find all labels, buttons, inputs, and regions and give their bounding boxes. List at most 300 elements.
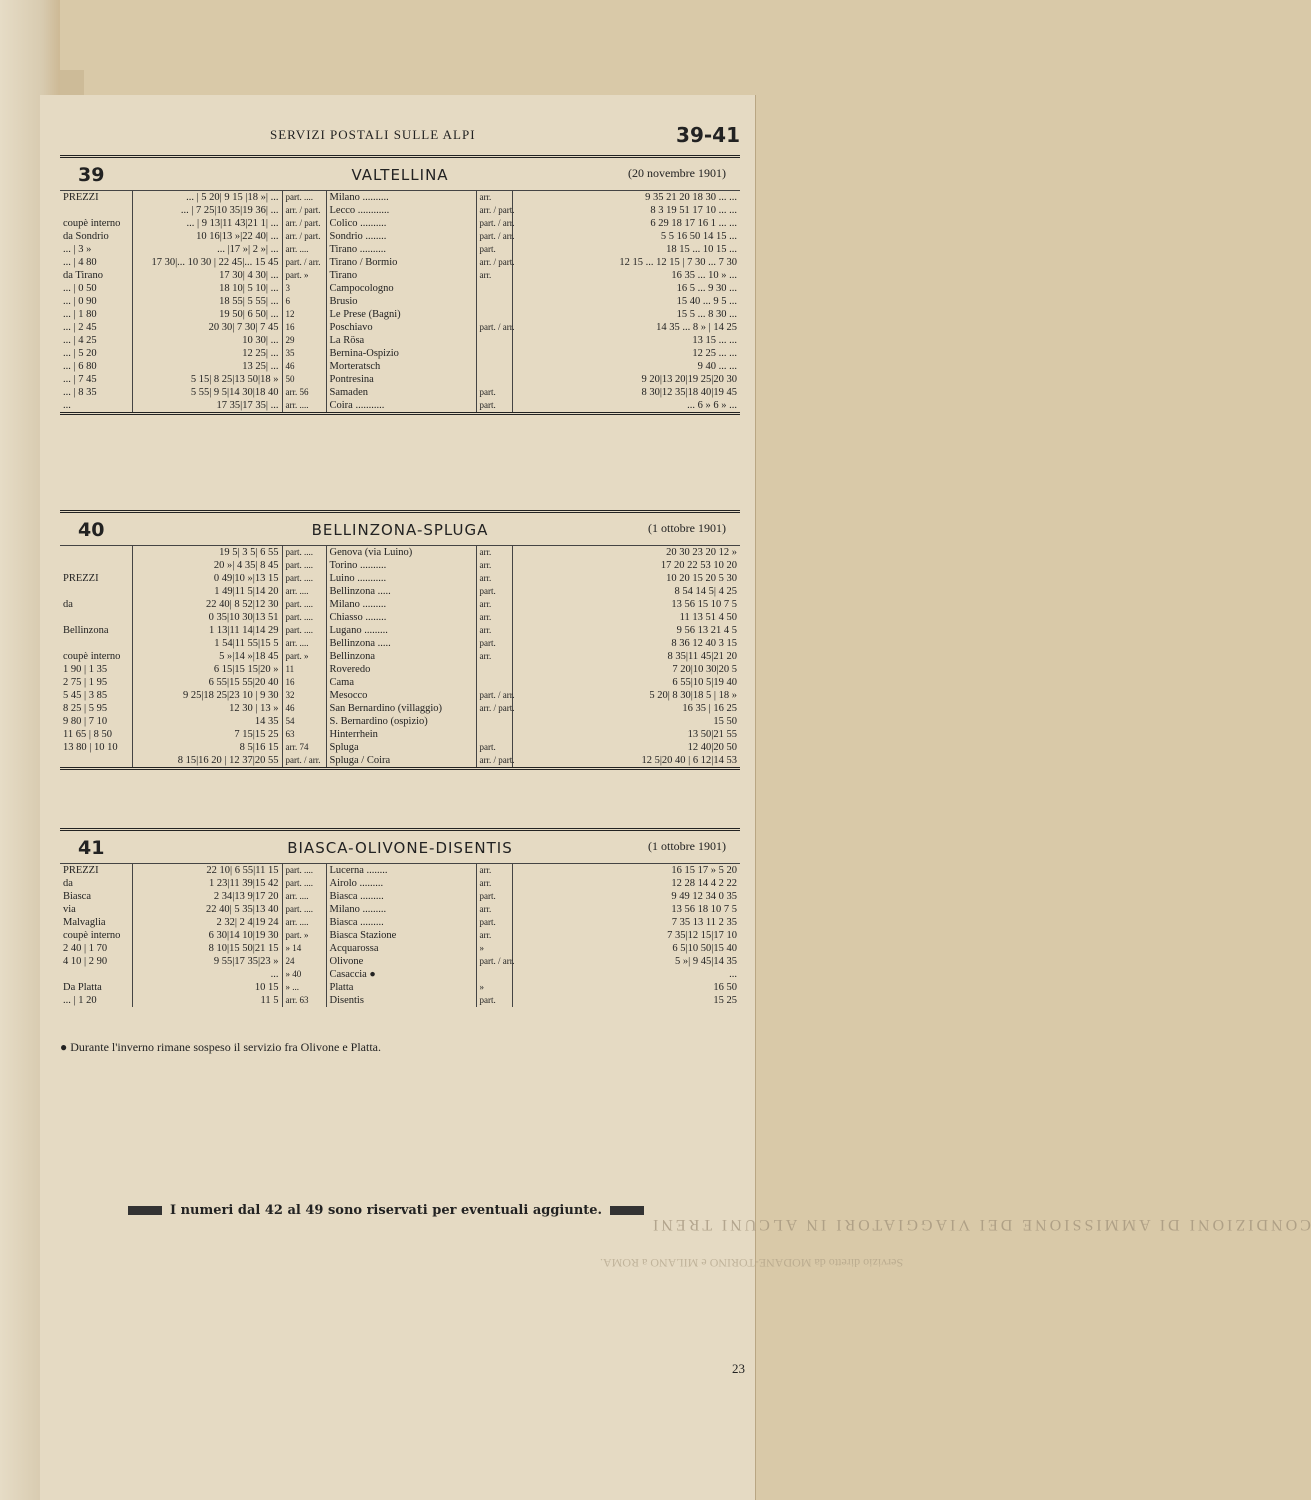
table-cell: 9 49 12 34 0 35 (671, 891, 737, 902)
table-row (60, 308, 740, 321)
table-cell: part. (476, 994, 512, 1007)
table-cell: 12 28 14 4 2 22 (671, 878, 737, 889)
header-pages: 39-41 (676, 123, 740, 147)
table-cell: 11 13 51 4 50 (679, 612, 737, 623)
table-row (60, 637, 740, 650)
table-cell: Spluga / Coira (326, 754, 476, 767)
table-cell: ... 6 » 6 » ... (687, 400, 737, 411)
table-cell: part. » (282, 650, 326, 663)
table-cell: » (476, 942, 512, 955)
table-cell: ... |17 »| 2 »| ... (132, 243, 282, 256)
table-cell: 24 (282, 955, 326, 968)
table-cell: coupè interno (60, 217, 132, 230)
table-cell: 5 45 | 3 85 (60, 689, 132, 702)
table-row (60, 386, 740, 399)
table-cell: ... | 8 35 (60, 386, 132, 399)
table-cell: 46 (282, 360, 326, 373)
table-cell: part. .... (282, 903, 326, 916)
table-cell: ... (729, 969, 737, 980)
table-cell: arr. (476, 877, 512, 890)
table-cell: 13 15 ... ... (692, 335, 737, 346)
table-cell: 19 5| 3 5| 6 55 (132, 546, 282, 560)
table-cell: 19 50| 6 50| ... (132, 308, 282, 321)
table-cell: 8 5|16 15 (132, 741, 282, 754)
table-cell: 5 »| 9 45|14 35 (675, 956, 737, 967)
table-cell: Milano .......... (326, 191, 476, 205)
table-cell: part. » (282, 929, 326, 942)
table-cell: part. .... (282, 191, 326, 205)
table-cell: 13 50|21 55 (687, 729, 737, 740)
section-title: BELLINZONA-SPLUGA (311, 521, 489, 539)
table-row (60, 650, 740, 663)
table-cell: 9 80 | 7 10 (60, 715, 132, 728)
table-cell: Da Platta (60, 981, 132, 994)
table-cell: arr. (476, 191, 512, 205)
table-cell: part. .... (282, 598, 326, 611)
table-cell: part. / arr. (476, 321, 512, 334)
table-cell: 12 30 | 13 » (132, 702, 282, 715)
table-cell: 5 5 16 50 14 15 ... (660, 231, 737, 242)
table-cell: 7 15|15 25 (132, 728, 282, 741)
table-cell: da (60, 877, 132, 890)
table-row (60, 877, 740, 890)
table-cell: » (476, 981, 512, 994)
table-cell: La Rösa (326, 334, 476, 347)
table-cell: Biasca ......... (326, 916, 476, 929)
table-cell: part. / arr. (476, 230, 512, 243)
table-row (60, 373, 740, 386)
table-cell: part. .... (282, 559, 326, 572)
table-row (60, 217, 740, 230)
table-cell: part. (476, 637, 512, 650)
table-cell: 22 40| 8 52|12 30 (132, 598, 282, 611)
table-cell: 5 55| 9 5|14 30|18 40 (132, 386, 282, 399)
table-cell: Mesocco (326, 689, 476, 702)
table-cell: 9 25|18 25|23 10 | 9 30 (132, 689, 282, 702)
table-cell: Olivone (326, 955, 476, 968)
table-cell: 6 55|15 55|20 40 (132, 676, 282, 689)
table-cell: part. .... (282, 624, 326, 637)
table-row (60, 890, 740, 903)
table-cell: 9 40 ... ... (697, 361, 737, 372)
timetable (60, 190, 740, 412)
table-cell: Coira ........... (326, 399, 476, 412)
section-date: (1 ottobre 1901) (648, 521, 726, 535)
table-cell: ... | 5 20 (60, 347, 132, 360)
table-cell: arr. .... (282, 637, 326, 650)
table-cell: arr. / part. (282, 217, 326, 230)
table-row (60, 204, 740, 217)
table-cell: 16 5 ... 9 30 ... (676, 283, 737, 294)
table-row (60, 676, 740, 689)
table-cell: part. (476, 243, 512, 256)
table-cell: 12 5|20 40 | 6 12|14 53 (641, 755, 737, 766)
table-cell: 12 25 ... ... (692, 348, 737, 359)
table-cell: 13 25| ... (132, 360, 282, 373)
table-cell (476, 373, 512, 386)
table-cell: arr. / part. (282, 230, 326, 243)
table-cell: arr. 56 (282, 386, 326, 399)
table-cell: 22 40| 5 35|13 40 (132, 903, 282, 916)
table-cell: Samaden (326, 386, 476, 399)
table-cell (60, 204, 132, 217)
section-39 (60, 155, 740, 415)
table-row (60, 334, 740, 347)
table-cell: Cama (326, 676, 476, 689)
table-cell: 0 35|10 30|13 51 (132, 611, 282, 624)
table-cell: 9 35 21 20 18 30 ... ... (512, 191, 740, 205)
table-cell (476, 715, 512, 728)
timetable-page (40, 95, 1311, 1500)
table-cell: 4 10 | 2 90 (60, 955, 132, 968)
table-cell: 8 54 14 5| 4 25 (674, 586, 737, 597)
table-cell (476, 728, 512, 741)
table-cell: arr. / part. (476, 754, 512, 767)
page-number: 23 (732, 1361, 745, 1376)
table-cell: part. » (282, 269, 326, 282)
section-date: (20 novembre 1901) (628, 166, 726, 180)
table-cell: 8 3 19 51 17 10 ... ... (650, 205, 737, 216)
pointing-hand-icon (128, 1206, 162, 1215)
table-cell: ... | 1 80 (60, 308, 132, 321)
table-cell: 63 (282, 728, 326, 741)
table-cell: arr. (476, 929, 512, 942)
table-cell: 20 30 23 20 12 » (512, 546, 740, 560)
table-cell (476, 347, 512, 360)
table-cell: 9 56 13 21 4 5 (676, 625, 737, 636)
table-cell: 16 (282, 676, 326, 689)
page-header (40, 123, 755, 147)
table-cell: 8 30|12 35|18 40|19 45 (641, 387, 737, 398)
table-row (60, 347, 740, 360)
table-cell: arr. (476, 624, 512, 637)
table-cell: ... | 9 13|11 43|21 1| ... (132, 217, 282, 230)
section-number: 40 (78, 519, 105, 541)
table-cell: 5 20| 8 30|18 5 | 18 » (649, 690, 737, 701)
table-row (60, 585, 740, 598)
table-cell: arr. .... (282, 399, 326, 412)
table-cell: 7 20|10 30|20 5 (672, 664, 737, 675)
section-title: BIASCA-OLIVONE-DISENTIS (287, 839, 513, 857)
table-cell: Bellinzona (326, 650, 476, 663)
table-cell: ... | 3 » (60, 243, 132, 256)
table-cell: Torino .......... (326, 559, 476, 572)
bleed-through-text-2: Servizio diretto da MODANE-TORINO e MILANO a ROMA. (600, 1256, 904, 1270)
section-title: VALTELLINA (351, 166, 449, 184)
table-cell: 14 35 ... 8 » | 14 25 (656, 322, 737, 333)
table-cell: 2 32| 2 4|19 24 (132, 916, 282, 929)
reserved-text: I numeri dal 42 al 49 sono riservati per eventuali aggiunte. (170, 1203, 603, 1218)
table-row (60, 191, 740, 205)
table-cell (60, 559, 132, 572)
table-cell: part. .... (282, 611, 326, 624)
table-cell: da Tirano (60, 269, 132, 282)
table-cell: Le Prese (Bagni) (326, 308, 476, 321)
table-cell (476, 663, 512, 676)
table-cell: 15 25 (713, 995, 737, 1006)
table-cell: via (60, 903, 132, 916)
table-cell: part. / arr. (476, 217, 512, 230)
table-cell: 1 90 | 1 35 (60, 663, 132, 676)
table-row (60, 399, 740, 412)
table-cell: 9 20|13 20|19 25|20 30 (641, 374, 737, 385)
table-cell: 8 35|11 45|21 20 (667, 651, 737, 662)
table-cell: 29 (282, 334, 326, 347)
section-number: 39 (78, 164, 105, 186)
table-cell: 10 15 (132, 981, 282, 994)
table-cell: 13 80 | 10 10 (60, 741, 132, 754)
table-row (60, 598, 740, 611)
table-cell: arr. (476, 611, 512, 624)
table-cell: part. (476, 585, 512, 598)
table-cell: 16 15 17 » 5 20 (512, 864, 740, 878)
table-cell: Colico .......... (326, 217, 476, 230)
table-cell: 17 35|17 35| ... (132, 399, 282, 412)
table-cell: ... | 1 20 (60, 994, 132, 1007)
table-cell: 32 (282, 689, 326, 702)
section-40 (60, 510, 740, 770)
table-cell: coupè interno (60, 650, 132, 663)
table-cell: 5 15| 8 25|13 50|18 » (132, 373, 282, 386)
table-cell: Chiasso ........ (326, 611, 476, 624)
table-cell: PREZZI (60, 864, 132, 878)
table-cell: 35 (282, 347, 326, 360)
table-row (60, 728, 740, 741)
table-cell: arr. / part. (476, 702, 512, 715)
table-row (60, 994, 740, 1007)
table-cell: Airolo ......... (326, 877, 476, 890)
table-cell: arr. / part. (476, 256, 512, 269)
table-cell: 6 15|15 15|20 » (132, 663, 282, 676)
table-cell: arr. / part. (476, 204, 512, 217)
table-cell: ... | 7 25|10 35|19 36| ... (132, 204, 282, 217)
table-cell: Bellinzona (60, 624, 132, 637)
table-cell: part. .... (282, 877, 326, 890)
table-cell (476, 295, 512, 308)
table-cell: part. (476, 890, 512, 903)
table-cell: ... | 4 25 (60, 334, 132, 347)
table-row (60, 981, 740, 994)
table-cell: 20 30| 7 30| 7 45 (132, 321, 282, 334)
section-number: 41 (78, 837, 105, 859)
table-cell: San Bernardino (villaggio) (326, 702, 476, 715)
table-row (60, 546, 740, 560)
table-cell: Biasca (60, 890, 132, 903)
table-cell: 14 35 (132, 715, 282, 728)
table-cell: part. (476, 741, 512, 754)
table-cell: Tirano / Bormio (326, 256, 476, 269)
section-41 (60, 828, 740, 1007)
table-cell: 6 55|10 5|19 40 (672, 677, 737, 688)
table-cell: arr. (476, 864, 512, 878)
table-row (60, 663, 740, 676)
table-cell (60, 546, 132, 560)
table-cell: 7 35 13 11 2 35 (671, 917, 737, 928)
table-cell (476, 308, 512, 321)
table-cell: arr. .... (282, 890, 326, 903)
table-cell: arr. .... (282, 243, 326, 256)
table-cell: Acquarossa (326, 942, 476, 955)
table-cell: 2 34|13 9|17 20 (132, 890, 282, 903)
table-cell: 5 »|14 »|18 45 (132, 650, 282, 663)
table-cell: 15 50 (713, 716, 737, 727)
table-cell: da Sondrio (60, 230, 132, 243)
table-cell: 12 15 ... 12 15 | 7 30 ... 7 30 (619, 257, 737, 268)
table-cell: 10 20 15 20 5 30 (666, 573, 737, 584)
table-cell: ... | 0 90 (60, 295, 132, 308)
table-row (60, 754, 740, 767)
table-cell: 1 23|11 39|15 42 (132, 877, 282, 890)
table-cell: 16 35 ... 10 » ... (671, 270, 737, 281)
table-cell: 17 30|... 10 30 | 22 45|... 15 45 (132, 256, 282, 269)
table-row (60, 702, 740, 715)
table-cell: Roveredo (326, 663, 476, 676)
table-cell: coupè interno (60, 929, 132, 942)
table-row (60, 624, 740, 637)
table-cell: 18 10| 5 10| ... (132, 282, 282, 295)
table-cell: 1 49|11 5|14 20 (132, 585, 282, 598)
table-cell: S. Bernardino (ospizio) (326, 715, 476, 728)
table-cell: part. / arr. (476, 689, 512, 702)
table-cell: Bellinzona ..... (326, 585, 476, 598)
table-cell: Lugano ......... (326, 624, 476, 637)
table-cell: Tirano .......... (326, 243, 476, 256)
table-cell: Pontresina (326, 373, 476, 386)
table-cell: part. .... (282, 572, 326, 585)
table-cell: part. / arr. (476, 955, 512, 968)
table-cell: arr. 74 (282, 741, 326, 754)
table-cell: 1 13|11 14|14 29 (132, 624, 282, 637)
table-cell: 10 30| ... (132, 334, 282, 347)
table-row (60, 572, 740, 585)
table-cell: 16 50 (713, 982, 737, 993)
table-cell (476, 360, 512, 373)
table-cell: 1 54|11 55|15 5 (132, 637, 282, 650)
table-row (60, 243, 740, 256)
table-cell: Genova (via Luino) (326, 546, 476, 560)
table-cell: arr. .... (282, 916, 326, 929)
table-cell (60, 611, 132, 624)
table-cell: 6 29 18 17 16 1 ... ... (650, 218, 737, 229)
table-cell: 22 10| 6 55|11 15 (132, 864, 282, 878)
table-cell: Platta (326, 981, 476, 994)
table-cell: Lecco ............ (326, 204, 476, 217)
table-cell: Bellinzona ..... (326, 637, 476, 650)
table-cell: arr. (476, 572, 512, 585)
table-cell: Sondrio ........ (326, 230, 476, 243)
table-row (60, 942, 740, 955)
table-cell: ... | 0 50 (60, 282, 132, 295)
table-cell: arr. (476, 269, 512, 282)
table-cell: 12 40|20 50 (687, 742, 737, 753)
table-cell: 2 75 | 1 95 (60, 676, 132, 689)
table-cell: ... | 7 45 (60, 373, 132, 386)
table-cell: Lucerna ........ (326, 864, 476, 878)
pointing-hand-icon (610, 1206, 644, 1215)
table-cell: arr. (476, 598, 512, 611)
table-cell: 2 40 | 1 70 (60, 942, 132, 955)
reserved-note (120, 1203, 652, 1218)
table-cell: 8 25 | 5 95 (60, 702, 132, 715)
table-cell: 8 36 12 40 3 15 (671, 638, 737, 649)
table-cell: part. .... (282, 546, 326, 560)
table-cell: 6 30|14 10|19 30 (132, 929, 282, 942)
table-cell: ... (60, 399, 132, 412)
table-cell (476, 334, 512, 347)
table-cell: part. (476, 386, 512, 399)
table-cell: Luino ........... (326, 572, 476, 585)
table-row (60, 256, 740, 269)
table-cell: Milano ......... (326, 598, 476, 611)
table-cell: part. (476, 399, 512, 412)
table-cell: Tirano (326, 269, 476, 282)
table-cell: 16 (282, 321, 326, 334)
table-cell: PREZZI (60, 191, 132, 205)
table-row (60, 689, 740, 702)
table-row (60, 715, 740, 728)
table-cell (60, 754, 132, 767)
table-cell: Biasca Stazione (326, 929, 476, 942)
table-cell: 12 25| ... (132, 347, 282, 360)
table-row (60, 360, 740, 373)
table-cell: Spluga (326, 741, 476, 754)
table-cell (476, 676, 512, 689)
table-cell: 11 65 | 8 50 (60, 728, 132, 741)
table-cell: 6 (282, 295, 326, 308)
table-cell: 20 »| 4 35| 8 45 (132, 559, 282, 572)
table-cell: 11 5 (132, 994, 282, 1007)
table-cell: arr. (476, 546, 512, 560)
table-cell: 46 (282, 702, 326, 715)
table-cell: arr. 63 (282, 994, 326, 1007)
table-row (60, 559, 740, 572)
table-cell: 17 30| 4 30| ... (132, 269, 282, 282)
table-cell: Bernina-Ospizio (326, 347, 476, 360)
table-cell: 17 20 22 53 10 20 (660, 560, 737, 571)
table-cell: » 40 (282, 968, 326, 981)
table-row (60, 230, 740, 243)
table-cell: ... | 2 45 (60, 321, 132, 334)
table-cell: Malvaglia (60, 916, 132, 929)
table-row (60, 295, 740, 308)
table-cell (60, 968, 132, 981)
table-cell: 18 15 ... 10 15 ... (666, 244, 737, 255)
table-cell: ... | 4 80 (60, 256, 132, 269)
timetable (60, 863, 740, 1007)
table-cell: 16 35 | 16 25 (682, 703, 737, 714)
table-row (60, 916, 740, 929)
table-cell: Milano ......... (326, 903, 476, 916)
table-cell: 8 10|15 50|21 15 (132, 942, 282, 955)
footnote: ● Durante l'inverno rimane sospeso il servizio fra Olivone e Platta. (60, 1040, 381, 1054)
table-row (60, 864, 740, 878)
table-cell: Morteratsch (326, 360, 476, 373)
table-cell: PREZZI (60, 572, 132, 585)
table-cell: part. / arr. (282, 754, 326, 767)
table-row (60, 269, 740, 282)
table-row (60, 968, 740, 981)
table-cell: arr. / part. (282, 204, 326, 217)
table-cell: 7 35|12 15|17 10 (667, 930, 737, 941)
table-cell: Casaccia ● (326, 968, 476, 981)
table-cell: da (60, 598, 132, 611)
table-cell: » ... (282, 981, 326, 994)
table-cell: part. (476, 916, 512, 929)
table-row (60, 929, 740, 942)
table-cell (60, 585, 132, 598)
timetable (60, 545, 740, 767)
table-cell: arr. (476, 650, 512, 663)
